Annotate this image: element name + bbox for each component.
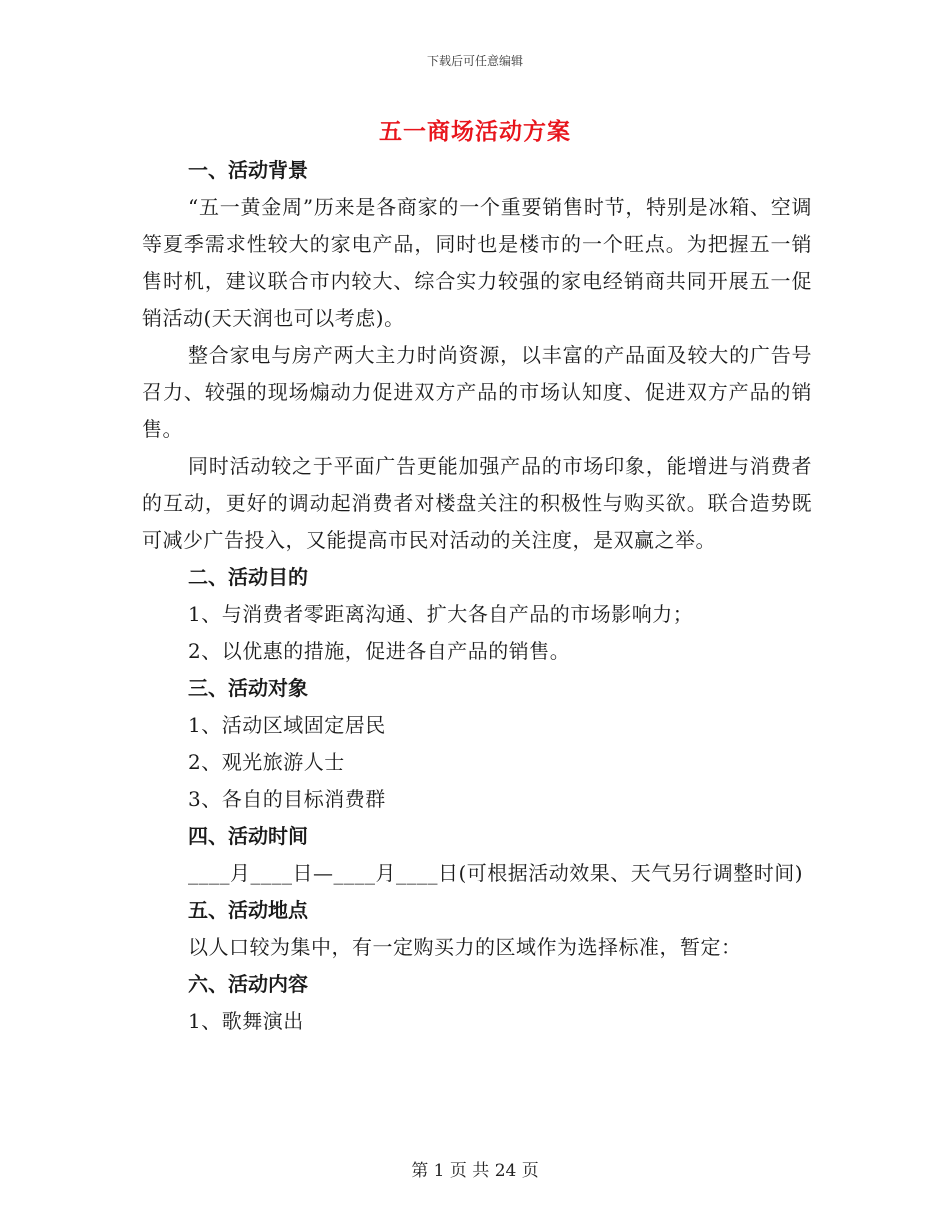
content-item: 1、歌舞演出	[188, 1009, 304, 1033]
section-heading-content: 六、活动内容	[188, 972, 308, 996]
section-heading-background: 一、活动背景	[188, 158, 308, 182]
time-text: ____月____日—____月____日(可根据活动效果、天气另行调整时间)	[188, 861, 804, 885]
audience-item: 3、各自的目标消费群	[188, 787, 386, 811]
section-heading-time: 四、活动时间	[188, 824, 308, 848]
audience-item: 1、活动区域固定居民	[188, 713, 386, 737]
document-title: 五一商场活动方案	[379, 118, 571, 145]
background-paragraph-1: “五一黄金周”历来是各商家的一个重要销售时节，特别是冰箱、空调等夏季需求性较大的家电产品，同时也是楼市的一个旺点。为把握五一销售时机，建议联合市内较大、综合实力较强的家电经销商共同开展五一促销活动(天天润也可以考虑)。	[142, 195, 812, 330]
location-text: 以人口较为集中，有一定购买力的区域作为选择标准，暂定：	[188, 935, 742, 959]
page-footer: 第 1 页 共 24 页	[411, 1161, 539, 1181]
section-heading-audience: 三、活动对象	[188, 676, 308, 700]
audience-item: 2、观光旅游人士	[188, 750, 345, 774]
section-heading-purpose: 二、活动目的	[188, 565, 308, 589]
page-header: 下载后可任意编辑	[426, 54, 523, 68]
purpose-item: 2、以优惠的措施，促进各自产品的销售。	[188, 639, 571, 663]
document-body	[142, 152, 812, 1040]
section-heading-location: 五、活动地点	[188, 898, 308, 922]
background-paragraph-3: 同时活动较之于平面广告更能加强产品的市场印象，能增进与消费者的互动，更好的调动起消费者对楼盘关注的积极性与购买欲。联合造势既可减少广告投入，又能提高市民对活动的关注度，是双赢之举。	[142, 454, 812, 552]
purpose-item: 1、与消费者零距离沟通、扩大各自产品的市场影响力；	[188, 602, 694, 626]
background-paragraph-2: 整合家电与房产两大主力时尚资源，以丰富的产品面及较大的广告号召力、较强的现场煽动力促进双方产品的市场认知度、促进双方产品的销售。	[142, 343, 812, 441]
